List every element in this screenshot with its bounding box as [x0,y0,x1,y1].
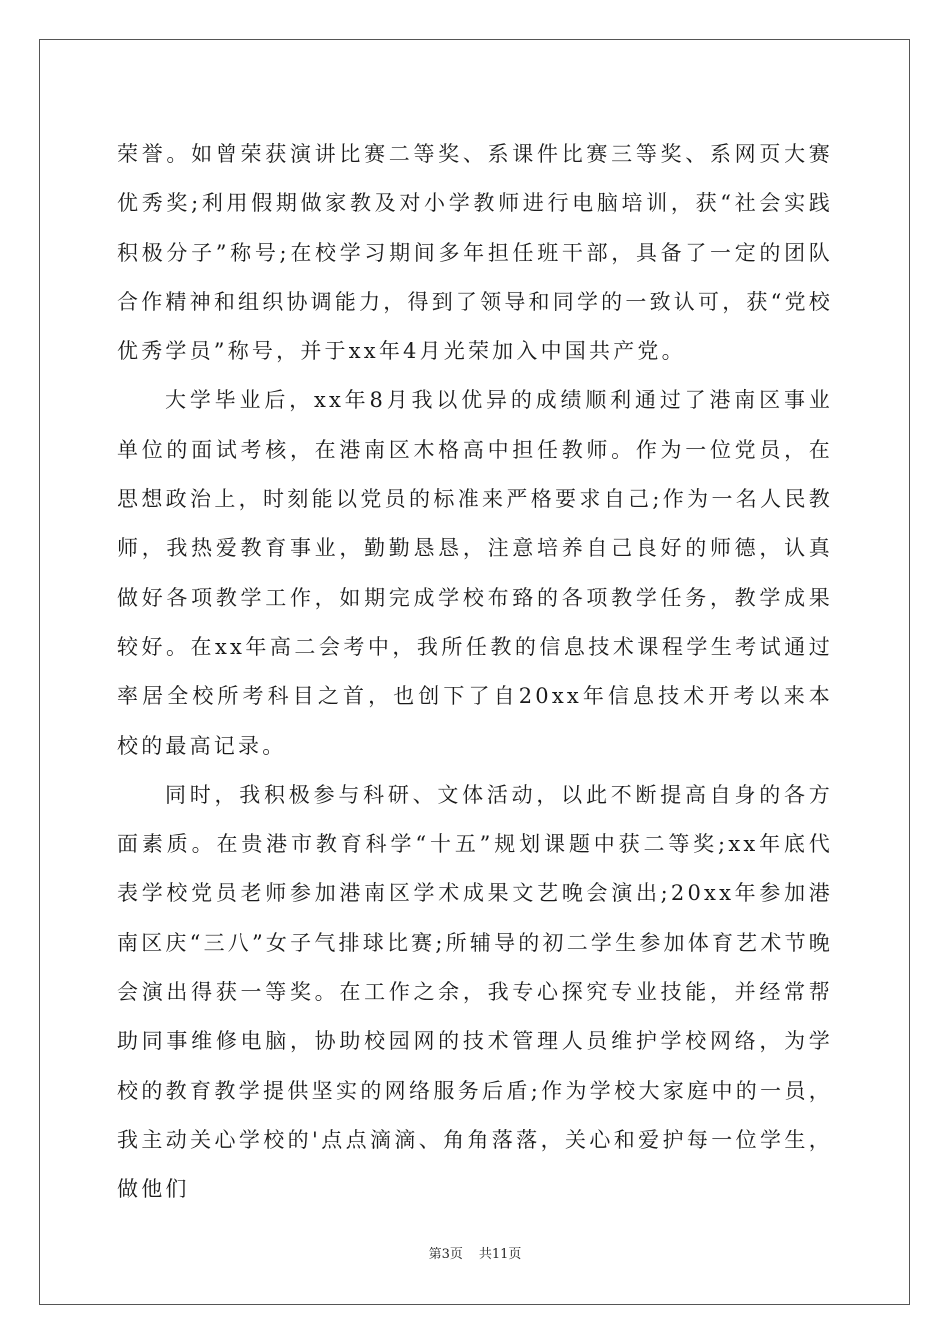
page-number: 第3页 [428,1247,463,1262]
paragraph-3: 同时，我积极参与科研、文体活动，以此不断提高自身的各方面素质。在贵港市教育科学“十五”规划课题中获二等奖;xx年底代表学校党员老师参加港南区学术成果文艺晚会演出;20xx年参加港南区庆“三八”女子气排球比赛;所辅导的初二学生参加体育艺术节晚会演出得获一等奖。在工作之余，我专心探究专业技能，并经常帮助同事维修电脑，协助校园网的技术管理人员维护学校网络，为学校的教育教学提供坚实的网络服务后盾;作为学校大家庭中的一员，我主动关心学校的'点点滴滴、角角落落，关心和爱护每一位学生，做他们 [117,782,833,1202]
paragraph-1: 荣誉。如曾荣获演讲比赛二等奖、系课件比赛三等奖、系网页大赛优秀奖;利用假期做家教及对小学教师进行电脑培训，获“社会实践积极分子”称号;在校学习期间多年担任班干部，具备了一定的团队合作精神和组织协调能力，得到了领导和同学的一致认可，获“党校优秀学员”称号，并于xx年4月光荣加入中国共产党。 [117,142,833,364]
page-footer [0,1243,950,1262]
total-pages: 共11页 [478,1247,522,1262]
document-body [117,130,833,1215]
paragraph-2: 大学毕业后，xx年8月我以优异的成绩顺利通过了港南区事业单位的面试考核，在港南区木格高中担任教师。作为一位党员，在思想政治上，时刻能以党员的标准来严格要求自己;作为一名人民教师，我热爱教育事业，勤勤恳恳，注意培养自己良好的师德，认真做好各项教学工作，如期完成学校布臵的各项教学任务，教学成果较好。在xx年高二会考中，我所任教的信息技术课程学生考试通过率居全校所考科目之首，也创下了自20xx年信息技术开考以来本校的最高记录。 [117,388,833,758]
